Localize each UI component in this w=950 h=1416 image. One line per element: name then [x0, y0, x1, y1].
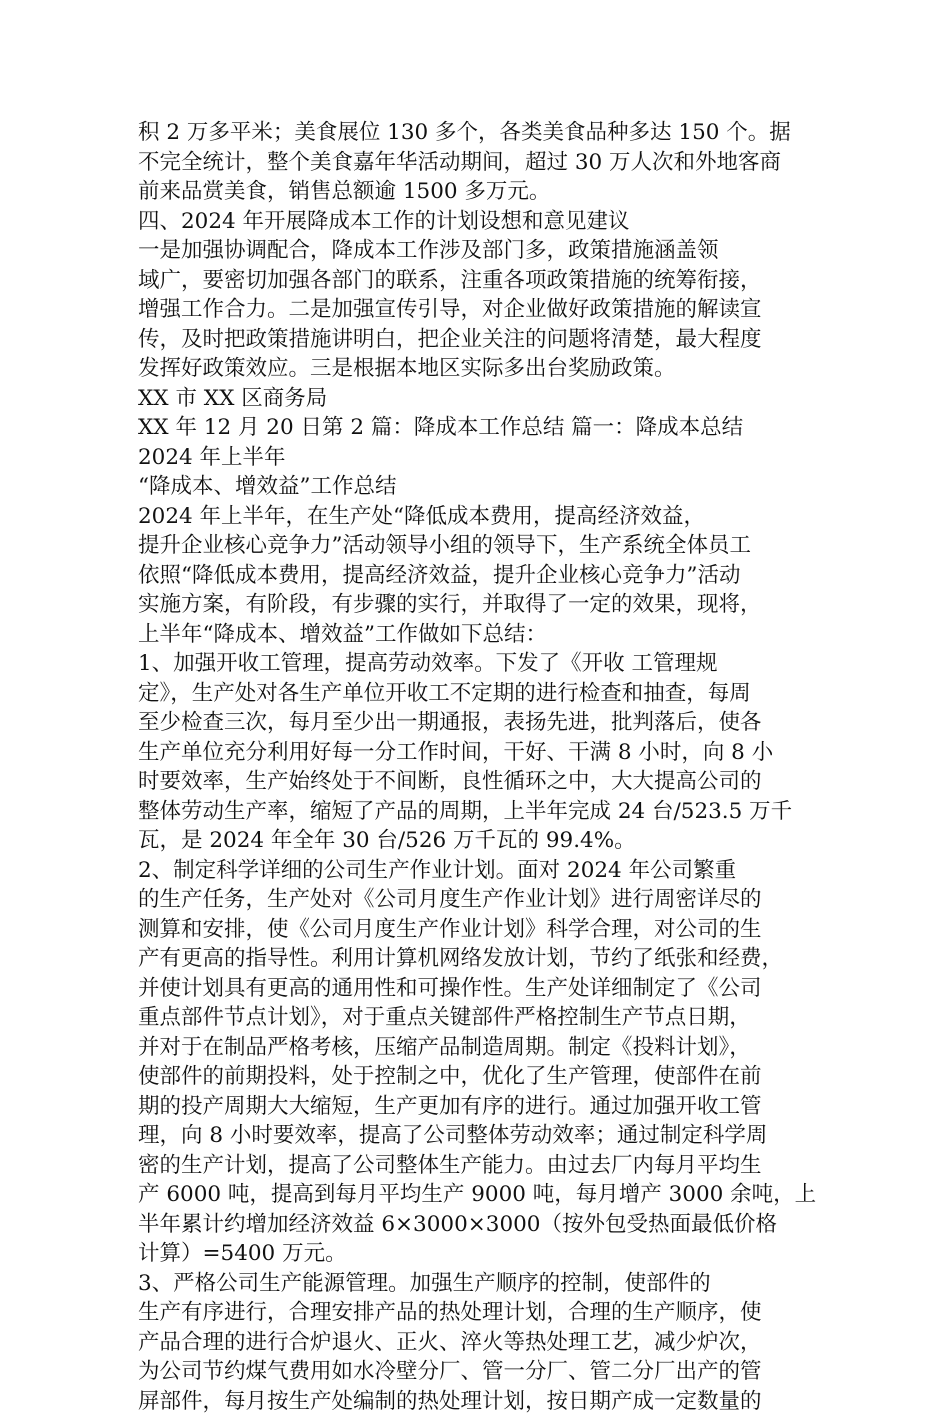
text-line: 域广，要密切加强各部门的联系，注重各项政策措施的统筹衔接，	[138, 266, 822, 296]
text-line: XX 年 12 月 20 日第 2 篇：降成本工作总结 篇一：降成本总结	[138, 413, 822, 443]
text-line: 2024 年上半年，在生产处“降低成本费用，提高经济效益，	[138, 502, 822, 532]
text-line: 至少检查三次，每月至少出一期通报，表扬先进，批判落后，使各	[138, 708, 822, 738]
text-line: 测算和安排，使《公司月度生产作业计划》科学合理，对公司的生	[138, 915, 822, 945]
text-line: 密的生产计划，提高了公司整体生产能力。由过去厂内每月平均生	[138, 1151, 822, 1181]
text-line: 2、制定科学详细的公司生产作业计划。面对 2024 年公司繁重	[138, 856, 822, 886]
text-line: 瓦，是 2024 年全年 30 台/526 万千瓦的 99.4%。	[138, 826, 822, 856]
text-line: 四、2024 年开展降成本工作的计划设想和意见建议	[138, 207, 822, 237]
text-line: 不完全统计，整个美食嘉年华活动期间，超过 30 万人次和外地客商	[138, 148, 822, 178]
text-line: 增强工作合力。二是加强宣传引导，对企业做好政策措施的解读宣	[138, 295, 822, 325]
text-line: 并对于在制品严格考核，压缩产品制造周期。制定《投料计划》，	[138, 1033, 822, 1063]
text-line: 屏部件，每月按生产处编制的热处理计划，按日期产成一定数量的	[138, 1387, 822, 1416]
text-line: 积 2 万多平米；美食展位 130 多个，各类美食品种多达 150 个。据	[138, 118, 822, 148]
text-line: 半年累计约增加经济效益 6×3000×3000（按外包受热面最低价格	[138, 1210, 822, 1240]
text-line: 并使计划具有更高的通用性和可操作性。生产处详细制定了《公司	[138, 974, 822, 1004]
text-line: 一是加强协调配合，降成本工作涉及部门多，政策措施涵盖领	[138, 236, 822, 266]
text-line: 生产有序进行，合理安排产品的热处理计划，合理的生产顺序，使	[138, 1298, 822, 1328]
text-line: 前来品赏美食，销售总额逾 1500 多万元。	[138, 177, 822, 207]
text-line: 依照“降低成本费用，提高经济效益，提升企业核心竞争力”活动	[138, 561, 822, 591]
text-line: 计算）=5400 万元。	[138, 1239, 822, 1269]
text-line: 期的投产周期大大缩短，生产更加有序的进行。通过加强开收工管	[138, 1092, 822, 1122]
text-line: 使部件的前期投料，处于控制之中，优化了生产管理，使部件在前	[138, 1062, 822, 1092]
text-line: 产品合理的进行合炉退火、正火、淬火等热处理工艺，减少炉次，	[138, 1328, 822, 1358]
text-line: 理，向 8 小时要效率，提高了公司整体劳动效率；通过制定科学周	[138, 1121, 822, 1151]
document-page	[138, 118, 822, 1416]
text-line: 3、严格公司生产能源管理。加强生产顺序的控制，使部件的	[138, 1269, 822, 1299]
text-line: 2024 年上半年	[138, 443, 822, 473]
text-line: 提升企业核心竞争力”活动领导小组的领导下，生产系统全体员工	[138, 531, 822, 561]
text-line: 1、加强开收工管理，提高劳动效率。下发了《开收 工管理规	[138, 649, 822, 679]
text-line: 生产单位充分利用好每一分工作时间，干好、干满 8 小时，向 8 小	[138, 738, 822, 768]
text-line: 传，及时把政策措施讲明白，把企业关注的问题将清楚，最大程度	[138, 325, 822, 355]
text-line: 发挥好政策效应。三是根据本地区实际多出台奖励政策。	[138, 354, 822, 384]
text-line: “降成本、增效益”工作总结	[138, 472, 822, 502]
text-line: 定》，生产处对各生产单位开收工不定期的进行检查和抽查，每周	[138, 679, 822, 709]
text-line: XX 市 XX 区商务局	[138, 384, 822, 414]
text-line: 重点部件节点计划》，对于重点关键部件严格控制生产节点日期，	[138, 1003, 822, 1033]
text-line: 产 6000 吨，提高到每月平均生产 9000 吨，每月增产 3000 余吨，上	[138, 1180, 822, 1210]
text-line: 时要效率，生产始终处于不间断，良性循环之中，大大提高公司的	[138, 767, 822, 797]
text-line: 为公司节约煤气费用如水冷壁分厂、管一分厂、管二分厂出产的管	[138, 1357, 822, 1387]
text-line: 实施方案，有阶段，有步骤的实行，并取得了一定的效果，现将，	[138, 590, 822, 620]
text-line: 产有更高的指导性。利用计算机网络发放计划，节约了纸张和经费，	[138, 944, 822, 974]
text-line: 的生产任务，生产处对《公司月度生产作业计划》进行周密详尽的	[138, 885, 822, 915]
text-line: 整体劳动生产率，缩短了产品的周期，上半年完成 24 台/523.5 万千	[138, 797, 822, 827]
text-line: 上半年“降成本、增效益”工作做如下总结：	[138, 620, 822, 650]
